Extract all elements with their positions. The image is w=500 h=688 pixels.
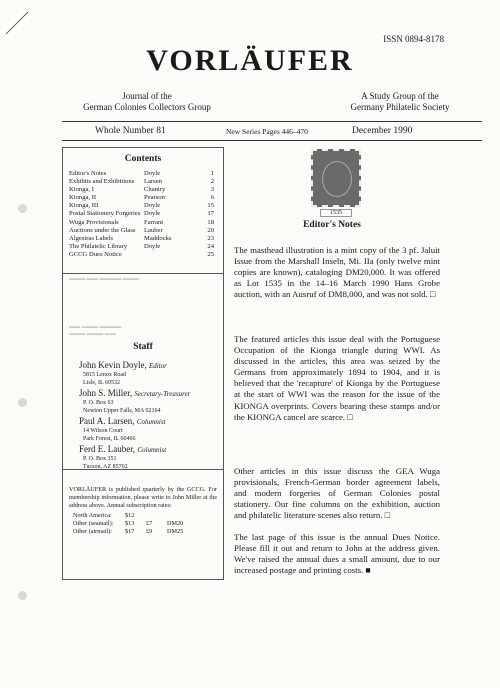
punch-hole-middle — [18, 398, 27, 407]
contents-heading: Contents — [124, 154, 162, 164]
entry-page: 2 — [210, 178, 214, 186]
staff-box — [62, 272, 224, 470]
right-line-2: Germany Philatelic Society — [350, 102, 450, 112]
staff-name: Ferd E. Lauber, — [79, 444, 136, 454]
staff-address-2: Newton Upper Falls, MA 02164 — [83, 407, 161, 414]
editors-notes-heading: Editor's Notes — [303, 220, 361, 230]
issue-date: December 1990 — [352, 126, 413, 136]
masthead-stamp — [306, 149, 366, 217]
editor-paragraph-3 — [234, 466, 440, 521]
entry-page: 1 — [210, 170, 214, 177]
paragraph-text: The featured articles this issue deal with the Portuguese Occupation of the Kionga triangle during WWI. As discussed in the articles, this area was seized by the Germans from approximately 1894 to 1904, and it is believed that the 'recapture' of Kionga by the Portuguese at the start of WWI was the reason for the issue of the KIONGA overprints. Covers bearing these stamps and/or the KIONGA cancel are scarce. □ — [234, 334, 440, 422]
staff-address-1: P. O. Box 351 — [83, 456, 117, 462]
entry-author: Doyle — [144, 170, 161, 177]
punch-hole-top — [18, 204, 27, 213]
entry-page: 6 — [210, 194, 214, 202]
editor-paragraph-2 — [234, 334, 440, 423]
entry-title: Algesiras Labels — [69, 234, 114, 242]
paragraph-text: The masthead illustration is a mint copy of the 3 pf. Jaluit Issue from the Marshall Inseln, Mi. IIa (only twelve mint copies are known), cataloging DM20,000. It was offered as Lot 1535 in the 14–16 March 1990 Hans Grobe auction, with an Ausruf of DM8,000, and was not sold. □ — [234, 245, 440, 300]
staff-address-2: Park Forest, IL 60466 — [83, 435, 136, 442]
rate-row — [73, 520, 223, 528]
entry-page: 25 — [207, 250, 214, 258]
editor-paragraph-4 — [234, 532, 440, 576]
staff-heading: Staff — [133, 342, 153, 352]
entry-title: Kionga, III — [69, 202, 99, 210]
entry-page: 17 — [207, 210, 214, 218]
staff-name: John Kevin Doyle, — [79, 360, 147, 370]
issn: ISSN 0894-8178 — [383, 34, 444, 44]
entry-title: Postal Stationery Forgeries — [69, 210, 141, 218]
rate-row — [73, 512, 223, 520]
entry-title: Kionga, I — [69, 186, 94, 194]
entry-author: Farrant — [144, 218, 164, 226]
entry-author — [144, 251, 194, 259]
entry-author: Chantry — [144, 186, 166, 194]
series-pages: New Series Pages 446–470 — [226, 127, 308, 136]
entry-title: Exhibits and Exhibitions — [69, 178, 135, 186]
entry-title: Wuga Provisionals — [69, 218, 119, 226]
contents-entry — [63, 251, 223, 259]
entry-title: Kionga, II — [69, 194, 97, 202]
faint-bleed-text-2: ▬▬ ▬▬▬ ▬▬▬▬ ▬▬▬ ▬▬▬ ▬▬ — [69, 324, 122, 337]
staff-address-2: Tucson, AZ 85702 — [83, 463, 128, 470]
staff-member — [79, 444, 219, 471]
editor-paragraph-1 — [234, 245, 440, 300]
right-line-1: A Study Group of the — [361, 91, 439, 101]
staff-address-1: 5815 Lenox Road — [83, 372, 126, 378]
entry-page: 18 — [207, 218, 214, 226]
rate-dm — [167, 512, 188, 520]
stamp-image — [311, 149, 361, 207]
contents-entry — [63, 202, 223, 210]
paragraph-text: The last page of this issue is the annual Dues Notice. Please fill it out and return to John at the address given. We've raised the annual dues a small amount, due to our increased postage and printing costs. ■ — [234, 532, 440, 576]
contents-entry — [63, 194, 223, 202]
staff-role: Columnist — [137, 446, 167, 454]
entry-author: Doyle — [144, 242, 161, 250]
contents-list — [63, 170, 223, 259]
entry-author: Doyle — [144, 210, 161, 218]
stamp-caption: 1535 — [320, 209, 352, 217]
journal-title: VORLÄUFER — [146, 44, 354, 77]
left-line-2: German Colonies Collectors Group — [83, 102, 211, 112]
entry-page: 20 — [207, 226, 214, 234]
header-rule-top — [62, 121, 482, 122]
paragraph-text: Other articles in this issue discuss the GEA Wuga provisionals, French-German border agreement labels, and modern forgeries of German Colonies postal stationery. Our fine columns on the exhibition, auction and philatelic literature scenes also return. □ — [234, 466, 440, 521]
header-rule-bottom — [62, 140, 482, 141]
contents-entry — [63, 170, 223, 178]
rate-usd: $12 — [125, 512, 135, 519]
contents-entry — [63, 243, 223, 251]
rate-label: Other (seamail): — [73, 520, 114, 527]
staff-role: Columnist — [136, 418, 166, 426]
study-group — [320, 91, 480, 113]
rates-table — [73, 512, 223, 536]
rate-row — [73, 528, 223, 536]
entry-title: The Philatelic Library — [69, 242, 128, 250]
entry-title: Editor's Notes — [69, 170, 107, 177]
entry-author: Maddocks — [144, 234, 172, 242]
staff-address-1: 14 Wilson Court — [83, 428, 123, 434]
rate-gbp: £9 — [146, 528, 153, 535]
entry-page: 24 — [207, 242, 214, 250]
rate-gbp — [146, 512, 167, 520]
publication-info: VORLÄUFER is published quarterly by the GCCG. For membership information, please write to John Miller at the address above. Annual subscription rates: — [69, 486, 217, 509]
contents-entry — [63, 235, 223, 243]
staff-address-1: P. O. Box 63 — [83, 400, 114, 406]
rate-gbp: £7 — [146, 520, 153, 527]
pen-mark — [2, 8, 32, 38]
entry-page: 15 — [207, 202, 214, 210]
rate-label: North America: — [73, 512, 112, 519]
entry-page: 3 — [210, 186, 214, 194]
staff-role: Secretary-Treasurer — [134, 390, 191, 398]
punch-hole-bottom — [18, 591, 27, 600]
contents-entry — [63, 210, 223, 218]
subscription-box — [62, 469, 224, 580]
staff-member — [79, 388, 219, 415]
entry-author: Larsen — [144, 178, 162, 186]
staff-name: John S. Miller, — [79, 388, 133, 398]
entry-author: Lauber — [144, 226, 163, 234]
contents-entry — [63, 219, 223, 227]
entry-title: Auctions under the Glass — [69, 226, 136, 234]
rate-label: Other (airmail): — [73, 528, 112, 535]
journal-of — [62, 91, 232, 113]
rate-dm: DM20 — [167, 520, 184, 527]
rate-dm: DM25 — [167, 528, 184, 535]
staff-role: Editor — [149, 362, 167, 370]
staff-name: Paul A. Larsen, — [79, 416, 135, 426]
whole-number: Whole Number 81 — [95, 126, 166, 136]
staff-member — [79, 360, 219, 387]
rate-usd: $17 — [125, 528, 135, 535]
staff-member — [79, 416, 219, 443]
contents-entry — [63, 227, 223, 235]
contents-entry — [63, 178, 223, 186]
entry-author: Doyle — [144, 202, 161, 210]
staff-address-2: Lisle, IL 60532 — [83, 379, 120, 386]
contents-box — [62, 147, 224, 274]
rate-usd: $13 — [125, 520, 135, 527]
entry-page: 23 — [207, 234, 214, 242]
entry-title: GCCG Dues Notice — [69, 250, 122, 258]
left-line-1: Journal of the — [122, 91, 172, 101]
contents-entry — [63, 186, 223, 194]
entry-author: Pearson — [144, 194, 165, 202]
faint-bleed-text: ▬▬▬ ▬▬ ▬▬▬▬ ▬▬▬ — [69, 276, 140, 282]
